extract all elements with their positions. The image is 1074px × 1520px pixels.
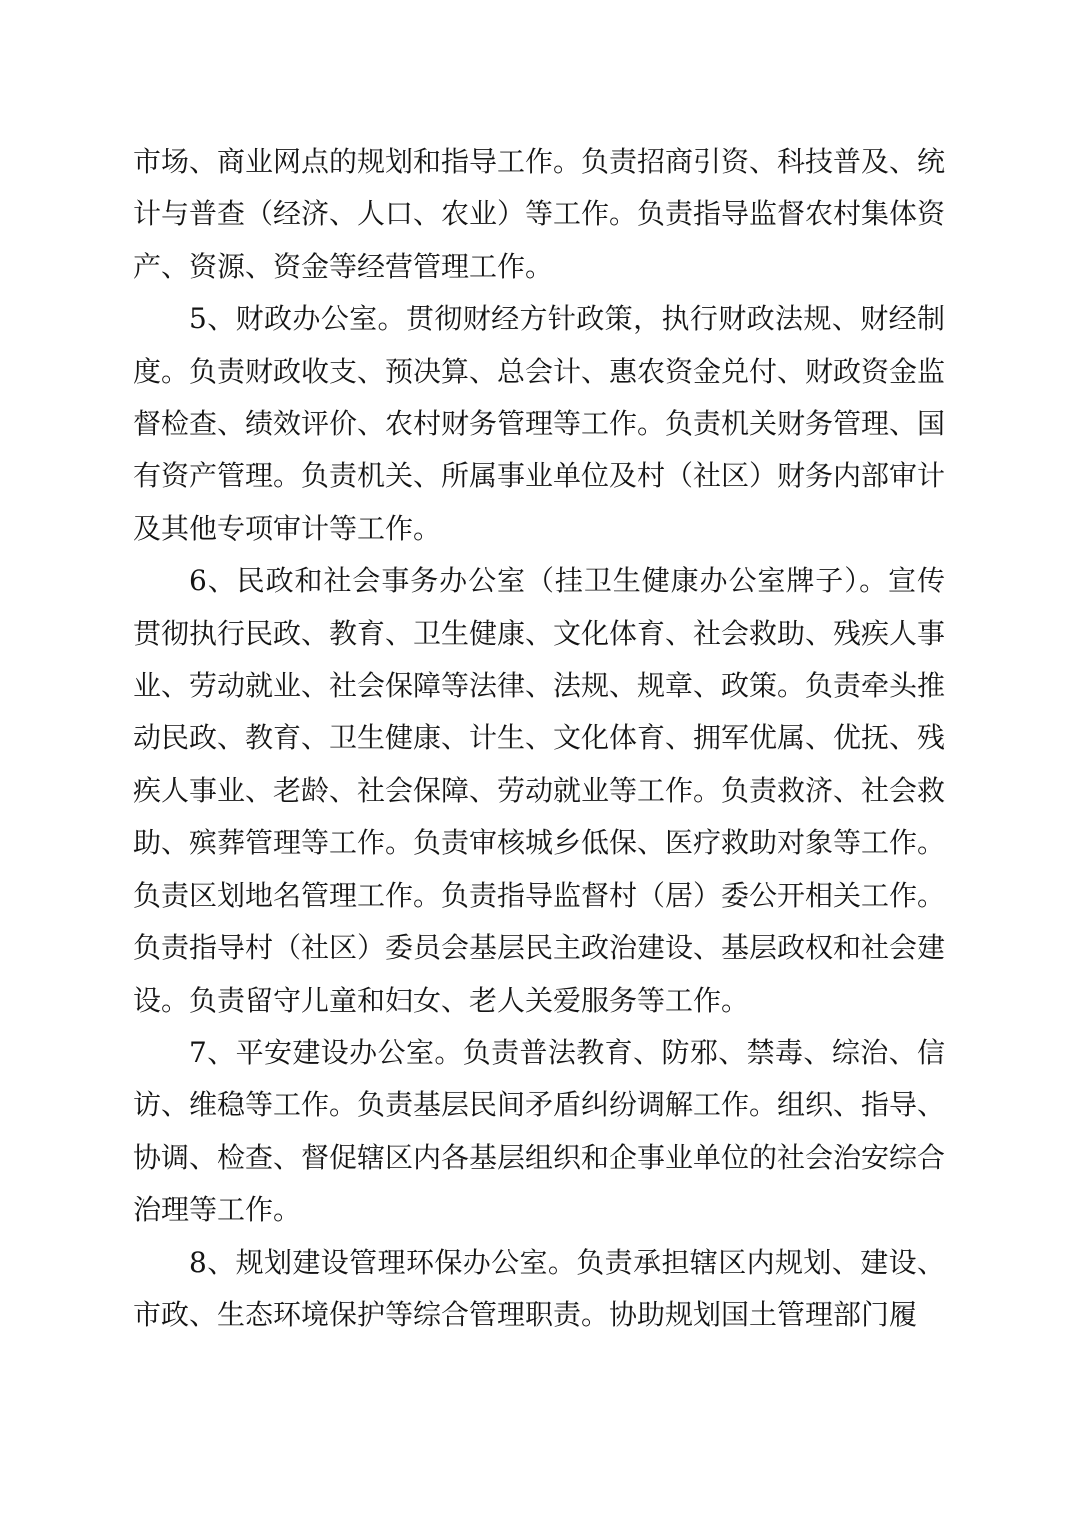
- paragraph-civil-affairs-office: 6、民政和社会事务办公室（挂卫生健康办公室牌子）。宣传贯彻执行民政、教育、卫生健康、文化体育、社会救助、残疾人事业、劳动就业、社会保障等法律、法规、规章、政策。负责牵头推动民政、教育、卫生健康、计生、文化体育、拥军优属、优抚、残疾人事业、老龄、社会保障、劳动就业等工作。负责救济、社会救助、殡葬管理等工作。负责审核城乡低保、医疗救助对象等工作。负责区划地名管理工作。负责指导监督村（居）委公开相关工作。负责指导村（社区）委员会基层民主政治建设、基层政权和社会建设。负责留守儿童和妇女、老人关爱服务等工作。: [133, 564, 946, 1017]
- body-text: [133, 136, 945, 1341]
- paragraph-finance-office: 5、财政办公室。贯彻财经方针政策，执行财政法规、财经制度。负责财政收支、预决算、总会计、惠农资金兑付、财政资金监督检查、绩效评价、农村财务管理等工作。负责机关财务管理、国有资产管理。负责机关、所属事业单位及村（社区）财务内部审计及其他专项审计等工作。: [133, 302, 946, 545]
- paragraph-public-safety-office: 7、平安建设办公室。负责普法教育、防邪、禁毒、综治、信访、维稳等工作。负责基层民间矛盾纠纷调解工作。组织、指导、协调、检查、督促辖区内各基层组织和企事业单位的社会治安综合治理等工作。: [133, 1035, 946, 1227]
- paragraph-planning-office: 8、规划建设管理环保办公室。负责承担辖区内规划、建设、市政、生态环境保护等综合管理职责。协助规划国土管理部门履: [133, 1245, 945, 1331]
- paragraph-continued: 市场、商业网点的规划和指导工作。负责招商引资、科技普及、统计与普查（经济、人口、农业）等工作。负责指导监督农村集体资产、资源、资金等经营管理工作。: [133, 145, 946, 283]
